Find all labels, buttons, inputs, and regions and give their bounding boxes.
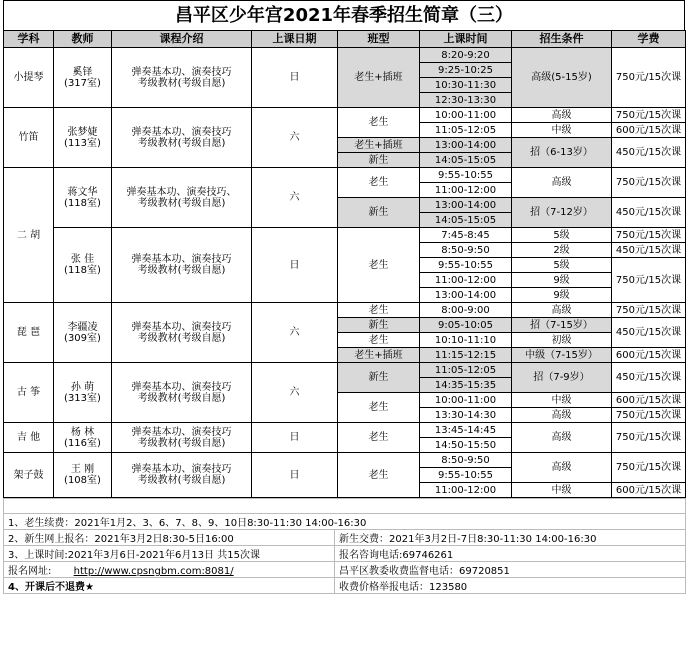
time-cell: 10:00-11:00 [420, 108, 512, 123]
time-cell: 10:10-11:10 [420, 333, 512, 348]
class-cell: 新生 [338, 363, 420, 393]
teacher-guzheng: 孙 萌 (313室) [54, 363, 112, 423]
teacher-erhu-1: 蒋文华 (118室) [54, 168, 112, 228]
note-report-phone: 收费价格举报电话：123580 [335, 578, 686, 594]
intro-violin: 弹奏基本功、演奏技巧 考级教材(考级自愿) [112, 48, 252, 108]
teacher-erhu-2: 张 佳 (118室) [54, 228, 112, 303]
time-cell: 11:00-12:00 [420, 273, 512, 288]
teacher-pipa: 李疆凌 (309室) [54, 303, 112, 363]
fee-violin: 750元/15次课 [612, 48, 686, 108]
fee-cell: 750元/15次课 [612, 168, 686, 198]
time-cell: 9:05-10:05 [420, 318, 512, 333]
subject-erhu: 二 胡 [4, 168, 54, 303]
fee-cell: 600元/15次课 [612, 483, 686, 498]
note-online-register: 2、新生网上报名：2021年3月2日8:30-5日16:00 [4, 530, 335, 546]
intro-erhu-1: 弹奏基本功、演奏技巧、 考级教材(考级自愿) [112, 168, 252, 228]
cond-cell: 中级 [512, 393, 612, 408]
cond-cell: 招（7-12岁） [512, 198, 612, 228]
class-cell: 新生 [338, 318, 420, 333]
time-cell: 14:05-15:05 [420, 213, 512, 228]
header-fee: 学费 [612, 31, 686, 48]
fee-cell: 450元/15次课 [612, 138, 686, 168]
cond-cell: 5级 [512, 258, 612, 273]
time-cell: 8:00-9:00 [420, 303, 512, 318]
day-violin: 日 [252, 48, 338, 108]
time-cell: 11:00-12:00 [420, 183, 512, 198]
notes-section [3, 498, 686, 594]
day-erhu-1: 六 [252, 168, 338, 228]
note-new-payment: 新生交费：2021年3月2日-7日8:30-11:30 14:00-16:30 [335, 530, 686, 546]
time-cell: 8:50-9:50 [420, 243, 512, 258]
teacher-dizi: 张梦婕 (113室) [54, 108, 112, 168]
time-cell: 13:45-14:45 [420, 423, 512, 438]
time-cell: 11:05-12:05 [420, 363, 512, 378]
fee-cell: 600元/15次课 [612, 393, 686, 408]
note-class-period: 3、上课时间:2021年3月6日-2021年6月13日 共15次课 [4, 546, 335, 562]
subject-guitar: 吉 他 [4, 423, 54, 453]
fee-cell: 750元/15次课 [612, 228, 686, 243]
cond-cell: 9级 [512, 273, 612, 288]
class-cell: 老生+插班 [338, 348, 420, 363]
fee-cell: 450元/15次课 [612, 363, 686, 393]
header-class: 班型 [338, 31, 420, 48]
cond-cell: 高级 [512, 303, 612, 318]
fee-cell: 750元/15次课 [612, 303, 686, 318]
teacher-guitar: 杨 林 (116室) [54, 423, 112, 453]
day-dizi: 六 [252, 108, 338, 168]
header-condition: 招生条件 [512, 31, 612, 48]
cond-cell: 高级 [512, 108, 612, 123]
cond-cell: 中级（7-15岁） [512, 348, 612, 363]
intro-pipa: 弹奏基本功、演奏技巧 考级教材(考级自愿) [112, 303, 252, 363]
page-title: 昌平区少年宫2021年春季招生简章（三） [3, 0, 685, 30]
cond-cell: 招（6-13岁） [512, 138, 612, 168]
cond-guitar: 高级 [512, 423, 612, 453]
day-guzheng: 六 [252, 363, 338, 423]
intro-guzheng: 弹奏基本功、演奏技巧 考级教材(考级自愿) [112, 363, 252, 423]
header-row [4, 31, 686, 48]
cond-cell: 初级 [512, 333, 612, 348]
cond-violin: 高级(5-15岁) [512, 48, 612, 108]
teacher-drum: 王 刚 (108室) [54, 453, 112, 498]
note-consult-phone: 报名咨询电话:69746261 [335, 546, 686, 562]
cond-cell: 高级 [512, 168, 612, 198]
subject-guzheng: 古 筝 [4, 363, 54, 423]
note-no-refund: 4、开课后不退费★ [4, 578, 335, 594]
cond-cell: 招（7-9岁） [512, 363, 612, 393]
class-violin: 老生+插班 [338, 48, 420, 108]
cond-cell: 招（7-15岁） [512, 318, 612, 333]
intro-drum: 弹奏基本功、演奏技巧 考级教材(考级自愿) [112, 453, 252, 498]
time-cell: 12:30-13:30 [420, 93, 512, 108]
time-cell: 13:00-14:00 [420, 288, 512, 303]
class-cell: 老生 [338, 228, 420, 303]
cond-cell: 中级 [512, 483, 612, 498]
time-cell: 11:05-12:05 [420, 123, 512, 138]
note-empty [4, 499, 686, 514]
header-day: 上课日期 [252, 31, 338, 48]
fee-cell: 750元/15次课 [612, 408, 686, 423]
class-cell: 老生 [338, 303, 420, 318]
time-cell: 8:50-9:50 [420, 453, 512, 468]
fee-cell: 750元/15次课 [612, 108, 686, 123]
time-cell: 8:20-9:20 [420, 48, 512, 63]
cond-cell: 9级 [512, 288, 612, 303]
fee-cell: 450元/15次课 [612, 318, 686, 348]
time-cell: 11:00-12:00 [420, 483, 512, 498]
header-intro: 课程介绍 [112, 31, 252, 48]
day-drum: 日 [252, 453, 338, 498]
time-cell: 13:00-14:00 [420, 198, 512, 213]
time-cell: 10:00-11:00 [420, 393, 512, 408]
time-cell: 13:00-14:00 [420, 138, 512, 153]
day-erhu-2: 日 [252, 228, 338, 303]
intro-guitar: 弹奏基本功、演奏技巧 考级教材(考级自愿) [112, 423, 252, 453]
cond-cell: 5级 [512, 228, 612, 243]
cond-cell: 中级 [512, 123, 612, 138]
class-drum: 老生 [338, 453, 420, 498]
subject-pipa: 琵 琶 [4, 303, 54, 363]
register-link[interactable]: http://www.cpsngbm.com:8081/ [73, 566, 234, 577]
day-pipa: 六 [252, 303, 338, 363]
time-cell: 14:35-15:35 [420, 378, 512, 393]
time-cell: 7:45-8:45 [420, 228, 512, 243]
cond-cell: 2级 [512, 243, 612, 258]
class-cell: 新生 [338, 198, 420, 228]
time-cell: 9:55-10:55 [420, 468, 512, 483]
fee-cell: 750元/15次课 [612, 258, 686, 303]
time-cell: 9:25-10:25 [420, 63, 512, 78]
day-guitar: 日 [252, 423, 338, 453]
class-cell: 老生 [338, 168, 420, 198]
intro-dizi: 弹奏基本功、演奏技巧 考级教材(考级自愿) [112, 108, 252, 168]
time-cell: 9:55-10:55 [420, 258, 512, 273]
schedule-table [3, 30, 686, 498]
time-cell: 11:15-12:15 [420, 348, 512, 363]
time-cell: 14:50-15:50 [420, 438, 512, 453]
fee-cell: 750元/15次课 [612, 453, 686, 483]
note-register-site: 报名网址: http://www.cpsngbm.com:8081/ [4, 562, 335, 578]
class-cell: 老生 [338, 393, 420, 423]
note-renew: 1、老生续费：2021年1月2、3、6、7、8、9、10日8:30-11:30 14:00-16:30 [4, 514, 686, 530]
subject-drum: 架子鼓 [4, 453, 54, 498]
note-supervision-phone: 昌平区教委收费监督电话：69720851 [335, 562, 686, 578]
intro-erhu-2: 弹奏基本功、演奏技巧 考级教材(考级自愿) [112, 228, 252, 303]
time-cell: 10:30-11:30 [420, 78, 512, 93]
class-cell: 新生 [338, 153, 420, 168]
fee-guitar: 750元/15次课 [612, 423, 686, 453]
header-time: 上课时间 [420, 31, 512, 48]
cond-cell: 高级 [512, 453, 612, 483]
class-cell: 老生 [338, 333, 420, 348]
time-cell: 14:05-15:05 [420, 153, 512, 168]
fee-cell: 450元/15次课 [612, 198, 686, 228]
subject-dizi: 竹笛 [4, 108, 54, 168]
class-cell: 老生 [338, 108, 420, 138]
fee-cell: 450元/15次课 [612, 243, 686, 258]
time-cell: 9:55-10:55 [420, 168, 512, 183]
subject-violin: 小提琴 [4, 48, 54, 108]
cond-cell: 高级 [512, 408, 612, 423]
fee-cell: 600元/15次课 [612, 348, 686, 363]
teacher-violin: 奚铎 (317室) [54, 48, 112, 108]
header-teacher: 教师 [54, 31, 112, 48]
header-subject: 学科 [4, 31, 54, 48]
time-cell: 13:30-14:30 [420, 408, 512, 423]
fee-cell: 600元/15次课 [612, 123, 686, 138]
class-guitar: 老生 [338, 423, 420, 453]
class-cell: 老生+插班 [338, 138, 420, 153]
